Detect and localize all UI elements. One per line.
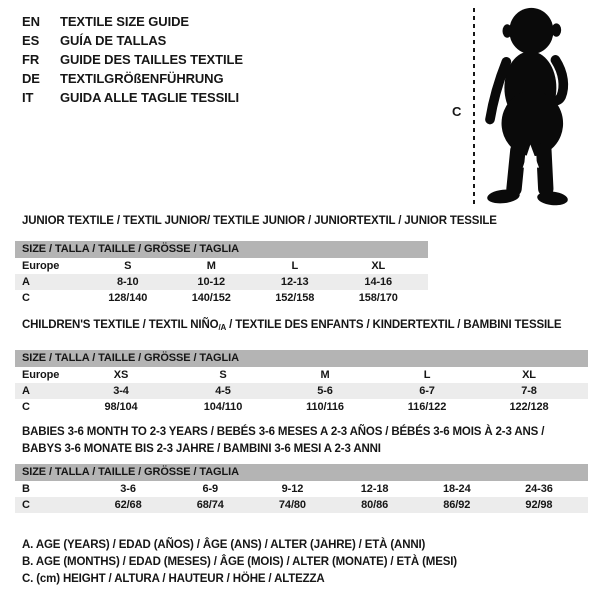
table-cell: 86/92 [443, 499, 471, 511]
height-measure-label: C [452, 104, 462, 119]
region-label: Europe [22, 260, 60, 272]
table-cell: 3-4 [113, 385, 129, 397]
babies-table-title-line2: BABYS 3-6 MONATE BIS 2-3 JAHRE / BAMBINI 3-6 MESI A 2-3 ANNI [22, 443, 381, 455]
column-header: XL [522, 369, 536, 381]
junior-row-height [15, 290, 428, 306]
babies-size-header: SIZE / TALLA / TAILLE / GRÖSSE / TAGLIA [15, 464, 588, 481]
lang-code: FR [22, 52, 40, 67]
table-cell: 98/104 [104, 401, 138, 413]
children-row-height [15, 399, 588, 415]
table-cell: 24-36 [525, 483, 553, 495]
lang-title: TEXTILGRÖßENFÜHRUNG [60, 71, 224, 86]
lang-row-de [22, 69, 243, 88]
region-label: Europe [22, 369, 60, 381]
column-header: XS [113, 369, 129, 381]
column-header: L [291, 260, 299, 272]
table-cell: 14-16 [364, 276, 393, 288]
legend-footnotes [22, 537, 457, 588]
table-cell: 122/128 [509, 401, 549, 413]
table-cell: 128/140 [108, 292, 148, 304]
table-cell: 7-8 [521, 385, 537, 397]
table-cell: 68/74 [196, 499, 224, 511]
row-label: C [22, 292, 30, 304]
row-label: A [22, 385, 30, 397]
table-cell: 110/116 [306, 401, 344, 413]
babies-row-height [15, 497, 588, 513]
table-cell: 158/170 [358, 292, 398, 304]
table-cell: 152/158 [275, 292, 315, 304]
junior-row-age [15, 274, 428, 290]
lang-row-it [22, 88, 243, 107]
table-cell: 116/122 [407, 401, 447, 413]
babies-table-title-line1: BABIES 3-6 MONTH TO 2-3 YEARS / BEBÉS 3-6 MESES A 2-3 AÑOS / BÉBÉS 3-6 MOIS À 2-3 ANS / [22, 426, 545, 438]
table-cell: 74/80 [278, 499, 306, 511]
table-cell: 10-12 [197, 276, 226, 288]
column-header: S [219, 369, 227, 381]
children-row-age [15, 383, 588, 399]
lang-title: GUIDA ALLE TAGLIE TESSILI [60, 90, 240, 105]
column-header: S [124, 260, 132, 272]
table-cell: 62/68 [114, 499, 142, 511]
lang-row-en [22, 12, 243, 31]
column-header: L [423, 369, 431, 381]
table-cell: 5-6 [317, 385, 333, 397]
lang-row-es [22, 31, 243, 50]
lang-code: ES [22, 33, 40, 48]
junior-textile-section [15, 214, 497, 306]
children-size-header: SIZE / TALLA / TAILLE / GRÖSSE / TAGLIA [15, 350, 588, 367]
footnote-b: B. AGE (MONTHS) / EDAD (MESES) / ÂGE (MOIS) / ALTER (MONATE) / ETÀ (MESI) [22, 556, 457, 568]
babies-textile-section [15, 424, 588, 513]
lang-title: TEXTILE SIZE GUIDE [60, 14, 189, 29]
title-part: / TEXTILE DES ENFANTS / KINDERTEXTIL / BAMBINI TESSILE [226, 319, 562, 331]
column-header: XL [371, 260, 386, 272]
row-label: C [22, 401, 30, 413]
title-part: CHILDREN'S TEXTILE / TEXTIL NIÑO [22, 319, 219, 331]
row-label: B [22, 483, 30, 495]
language-title-block [22, 12, 243, 107]
footnote-a: A. AGE (YEARS) / EDAD (AÑOS) / ÂGE (ANS) / ALTER (JAHRE) / ETÀ (ANNI) [22, 539, 426, 551]
lang-title: GUÍA DE TALLAS [60, 33, 167, 48]
table-cell: 6-9 [202, 483, 219, 495]
table-cell: 92/98 [525, 499, 553, 511]
table-cell: 12-13 [280, 276, 309, 288]
height-measure-dashed-line [473, 8, 475, 208]
children-table-title [22, 318, 588, 335]
table-cell: 12-18 [360, 483, 389, 495]
table-cell: 18-24 [442, 483, 471, 495]
child-height-figure [452, 6, 580, 210]
row-label: C [22, 499, 30, 511]
table-cell: 6-7 [419, 385, 435, 397]
junior-table-title: JUNIOR TEXTILE / TEXTIL JUNIOR/ TEXTILE JUNIOR / JUNIORTEXTIL / JUNIOR TESSILE [22, 215, 497, 227]
footnote-c: C. (cm) HEIGHT / ALTURA / HAUTEUR / HÖHE / ALTEZZA [22, 573, 325, 585]
table-cell: 9-12 [281, 483, 304, 495]
table-cell: 4-5 [215, 385, 231, 397]
junior-columns-row [15, 258, 428, 274]
lang-code: IT [22, 90, 34, 105]
lang-code: DE [22, 71, 40, 86]
table-cell: 140/152 [191, 292, 231, 304]
junior-size-header: SIZE / TALLA / TAILLE / GRÖSSE / TAGLIA [15, 241, 428, 258]
table-cell: 104/110 [203, 401, 243, 413]
column-header: M [320, 369, 330, 381]
toddler-silhouette-icon [479, 6, 576, 208]
children-columns-row [15, 367, 588, 383]
table-cell: 3-6 [120, 483, 136, 495]
table-cell: 8-10 [116, 276, 139, 288]
lang-title: GUIDE DES TAILLES TEXTILE [60, 52, 243, 67]
row-label: A [22, 276, 30, 288]
lang-code: EN [22, 14, 40, 29]
title-subscript: /A [218, 323, 227, 332]
children-textile-section [15, 318, 588, 415]
table-cell: 80/86 [361, 499, 389, 511]
column-header: M [206, 260, 216, 272]
babies-row-months [15, 481, 588, 497]
lang-row-fr [22, 50, 243, 69]
